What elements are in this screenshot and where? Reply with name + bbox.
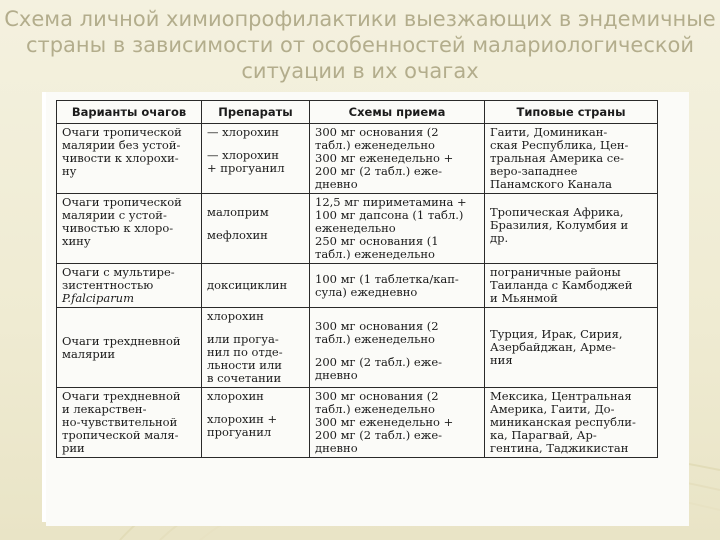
title-line-3: ситуации в их очагах [241,59,479,83]
cell-countries: Мексика, Центральная Америка, Гаити, До- миниканская республи- ка, Парагвай, Ар- гентина, Таджикистан [485,388,658,458]
prophylaxis-table [56,100,658,458]
table-row [57,388,658,458]
cell-drugs: малоприм мефлохин [202,194,310,264]
table-row [57,124,658,194]
table-header-row [57,101,658,124]
cell-drugs: доксициклин [202,264,310,308]
title-line-1: Схема личной химиопрофилактики выезжающих в эндемичные [4,7,716,31]
cell-foci: Очаги с мультире- зистентностью P.falciparum [57,264,202,308]
cell-drugs: — хлорохин — хлорохин + прогуанил [202,124,310,194]
cell-foci: Очаги трехдневной малярии [57,308,202,388]
header-schemes: Схемы приема [310,101,485,124]
cell-drugs: хлорохин хлорохин + прогуанил [202,388,310,458]
slide-title [0,6,720,84]
cell-schemes: 100 мг (1 таблетка/кап- сула) ежедневно [310,264,485,308]
cell-foci: Очаги трехдневной и лекарствен- но-чувствительной тропической маля- рии [57,388,202,458]
cell-drugs: хлорохин или прогуа- нил по отде- льности или в сочетании [202,308,310,388]
header-foci: Варианты очагов [57,101,202,124]
cell-schemes: 300 мг основания (2 табл.) еженедельно 300 мг еженедельно + 200 мг (2 табл.) еже- дневно [310,124,485,194]
table-row [57,264,658,308]
cell-schemes: 12,5 мг пириметамина + 100 мг дапсона (1 табл.) еженедельно 250 мг основания (1 табл.) еженедельно [310,194,485,264]
cell-countries: Гаити, Доминикан- ская Республика, Цен- тральная Америка се- веро-западнее Панамского Канала [485,124,658,194]
cell-countries: Турция, Ирак, Сирия, Азербайджан, Арме- ния [485,308,658,388]
cell-countries: Тропическая Африка, Бразилия, Колумбия и др. [485,194,658,264]
cell-foci: Очаги тропической малярии без устой- чивости к хлорохи- ну [57,124,202,194]
table-row [57,308,658,388]
cell-schemes: 300 мг основания (2 табл.) еженедельно 300 мг еженедельно + 200 мг (2 табл.) еже- дневно [310,388,485,458]
cell-countries: пограничные районы Таиланда с Камбоджей и Мьянмой [485,264,658,308]
table-image-panel [46,92,689,526]
cell-foci: Очаги тропической малярии с устой- чивостью к хлоро- хину [57,194,202,264]
cell-schemes: 300 мг основания (2 табл.) еженедельно 200 мг (2 табл.) еже- дневно [310,308,485,388]
header-drugs: Препараты [202,101,310,124]
title-line-2: страны в зависимости от особенностей малариологической [25,33,695,57]
table-row [57,194,658,264]
header-countries: Типовые страны [485,101,658,124]
